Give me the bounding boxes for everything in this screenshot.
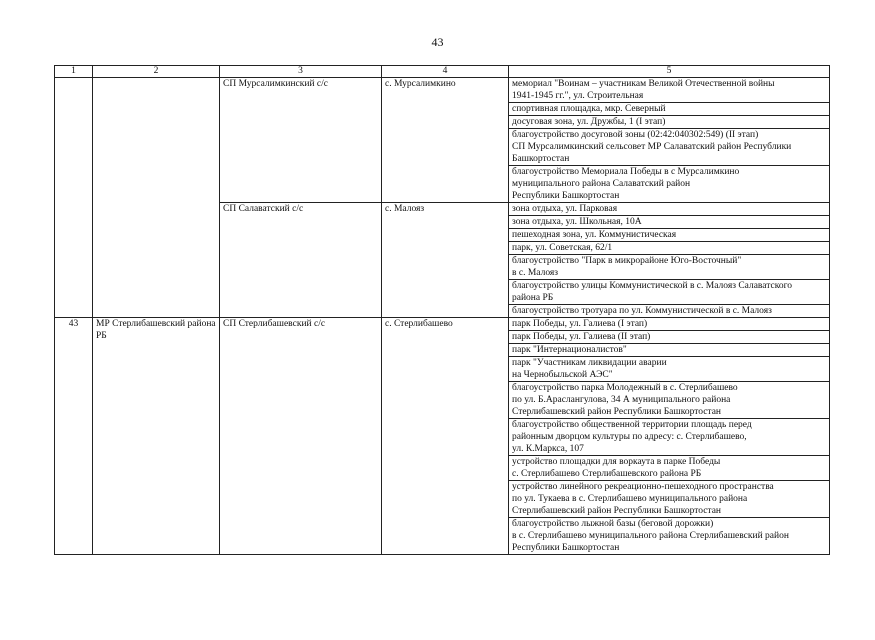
object-description-cell bbox=[509, 78, 830, 103]
objects-table bbox=[54, 65, 830, 555]
object-description-line: по ул. Б.Араслангулова, 34 А муниципального района bbox=[512, 395, 731, 405]
object-description-line: районным дворцом культуры по адресу: с. Стерлибашево, bbox=[512, 432, 747, 442]
object-description-line: парк, ул. Советская, 62/1 bbox=[512, 243, 613, 253]
object-description-line: муниципального района Салаватский район bbox=[512, 179, 691, 189]
column-number: 2 bbox=[93, 66, 220, 78]
page-number: 43 bbox=[431, 35, 444, 49]
table-row bbox=[55, 318, 830, 331]
object-description-line: по ул. Тукаева в с. Стерлибашево муниципального района bbox=[512, 494, 748, 504]
column-number-header-row bbox=[55, 66, 830, 78]
village-cell: с. Малояз bbox=[382, 203, 509, 318]
object-description-cell bbox=[509, 305, 830, 318]
object-description-cell bbox=[509, 331, 830, 344]
object-description-line: Стерлибашевский район Республики Башкортостан bbox=[512, 407, 721, 417]
settlement-cell: СП Салаватский с/с bbox=[220, 203, 382, 318]
object-description-cell bbox=[509, 318, 830, 331]
object-description-cell bbox=[509, 481, 830, 518]
column-number: 4 bbox=[382, 66, 509, 78]
object-description-line: Стерлибашевский район Республики Башкортостан bbox=[512, 506, 721, 516]
object-description-line: парк Победы, ул. Галиева (II этап) bbox=[512, 332, 651, 342]
object-description-cell bbox=[509, 280, 830, 305]
object-description-line: Республики Башкортостан bbox=[512, 191, 620, 201]
object-description-line: парк "Интернационалистов" bbox=[512, 345, 627, 355]
object-description-line: района РБ bbox=[512, 293, 554, 303]
village-cell: с. Мурсалимкино bbox=[382, 78, 509, 203]
object-description-line: благоустройство "Парк в микрорайоне Юго-Восточный" bbox=[512, 256, 742, 266]
object-description-line: с. Стерлибашево Стерлибашевского района РБ bbox=[512, 469, 702, 479]
column-number: 3 bbox=[220, 66, 382, 78]
object-description-cell bbox=[509, 382, 830, 419]
object-description-cell bbox=[509, 357, 830, 382]
object-description-line: парк "Участникам ликвидации аварии bbox=[512, 358, 667, 368]
object-description-line: благоустройство парка Молодежный в с. Стерлибашево bbox=[512, 383, 738, 393]
object-description-line: Республики Башкортостан bbox=[512, 543, 620, 553]
object-description-cell bbox=[509, 344, 830, 357]
object-description-cell bbox=[509, 166, 830, 203]
object-description-line: пешеходная зона, ул. Коммунистическая bbox=[512, 230, 677, 240]
village-cell: с. Стерлибашево bbox=[382, 318, 509, 555]
row-number-cell bbox=[55, 78, 93, 318]
object-description-line: 1941-1945 гг.", ул. Строительная bbox=[512, 91, 644, 101]
object-description-line: на Чернобыльской АЭС" bbox=[512, 370, 613, 380]
object-description-line: в с. Малояз bbox=[512, 268, 559, 278]
object-description-cell bbox=[509, 116, 830, 129]
object-description-cell bbox=[509, 255, 830, 280]
settlement-cell: СП Стерлибашевский с/с bbox=[220, 318, 382, 555]
object-description-cell bbox=[509, 103, 830, 116]
object-description-line: устройство площадки для воркаута в парке Победы bbox=[512, 457, 721, 467]
object-description-line: СП Мурсалимкинский сельсовет МР Салаватский район Республики bbox=[512, 142, 792, 152]
object-description-line: мемориал "Воинам – участникам Великой Отечественной войны bbox=[512, 79, 775, 89]
object-description-cell bbox=[509, 419, 830, 456]
district-cell bbox=[93, 78, 220, 318]
object-description-line: благоустройство общественной территории площадь перед bbox=[512, 420, 752, 430]
row-number-cell: 43 bbox=[55, 318, 93, 555]
object-description-line: благоустройство тротуара по ул. Коммунистической в с. Малояз bbox=[512, 306, 772, 316]
object-description-cell bbox=[509, 518, 830, 555]
district-cell: МР Стерлибашевский района РБ bbox=[93, 318, 220, 555]
object-description-cell bbox=[509, 129, 830, 166]
object-description-line: парк Победы, ул. Галиева (I этап) bbox=[512, 319, 648, 329]
object-description-line: устройство линейного рекреационно-пешеходного пространства bbox=[512, 482, 774, 492]
object-description-line: зона отдыха, ул. Парковая bbox=[512, 204, 618, 214]
column-number: 1 bbox=[55, 66, 93, 78]
object-description-line: Башкортостан bbox=[512, 154, 570, 164]
settlement-cell: СП Мурсалимкинский с/с bbox=[220, 78, 382, 203]
object-description-cell bbox=[509, 203, 830, 216]
object-description-line: спортивная площадка, мкр. Северный bbox=[512, 104, 666, 114]
object-description-cell bbox=[509, 229, 830, 242]
table-row bbox=[55, 78, 830, 103]
object-description-line: зона отдыха, ул. Школьная, 10А bbox=[512, 217, 642, 227]
object-description-line: благоустройство улицы Коммунистической в с. Малояз Салаватского bbox=[512, 281, 793, 291]
object-description-line: в с. Стерлибашево муниципального района Стерлибашевский район bbox=[512, 531, 789, 541]
object-description-line: досуговая зона, ул. Дружбы, 1 (I этап) bbox=[512, 117, 666, 127]
column-number: 5 bbox=[509, 66, 830, 78]
object-description-line: ул. К.Маркса, 107 bbox=[512, 444, 584, 454]
object-description-line: благоустройство Мемориала Победы в с Мурсалимкино bbox=[512, 167, 740, 177]
object-description-cell bbox=[509, 456, 830, 481]
object-description-cell bbox=[509, 216, 830, 229]
object-description-line: благоустройство лыжной базы (беговой дорожки) bbox=[512, 519, 714, 529]
object-description-cell bbox=[509, 242, 830, 255]
object-description-line: благоустройство досуговой зоны (02:42:040302:549) (II этап) bbox=[512, 130, 759, 140]
